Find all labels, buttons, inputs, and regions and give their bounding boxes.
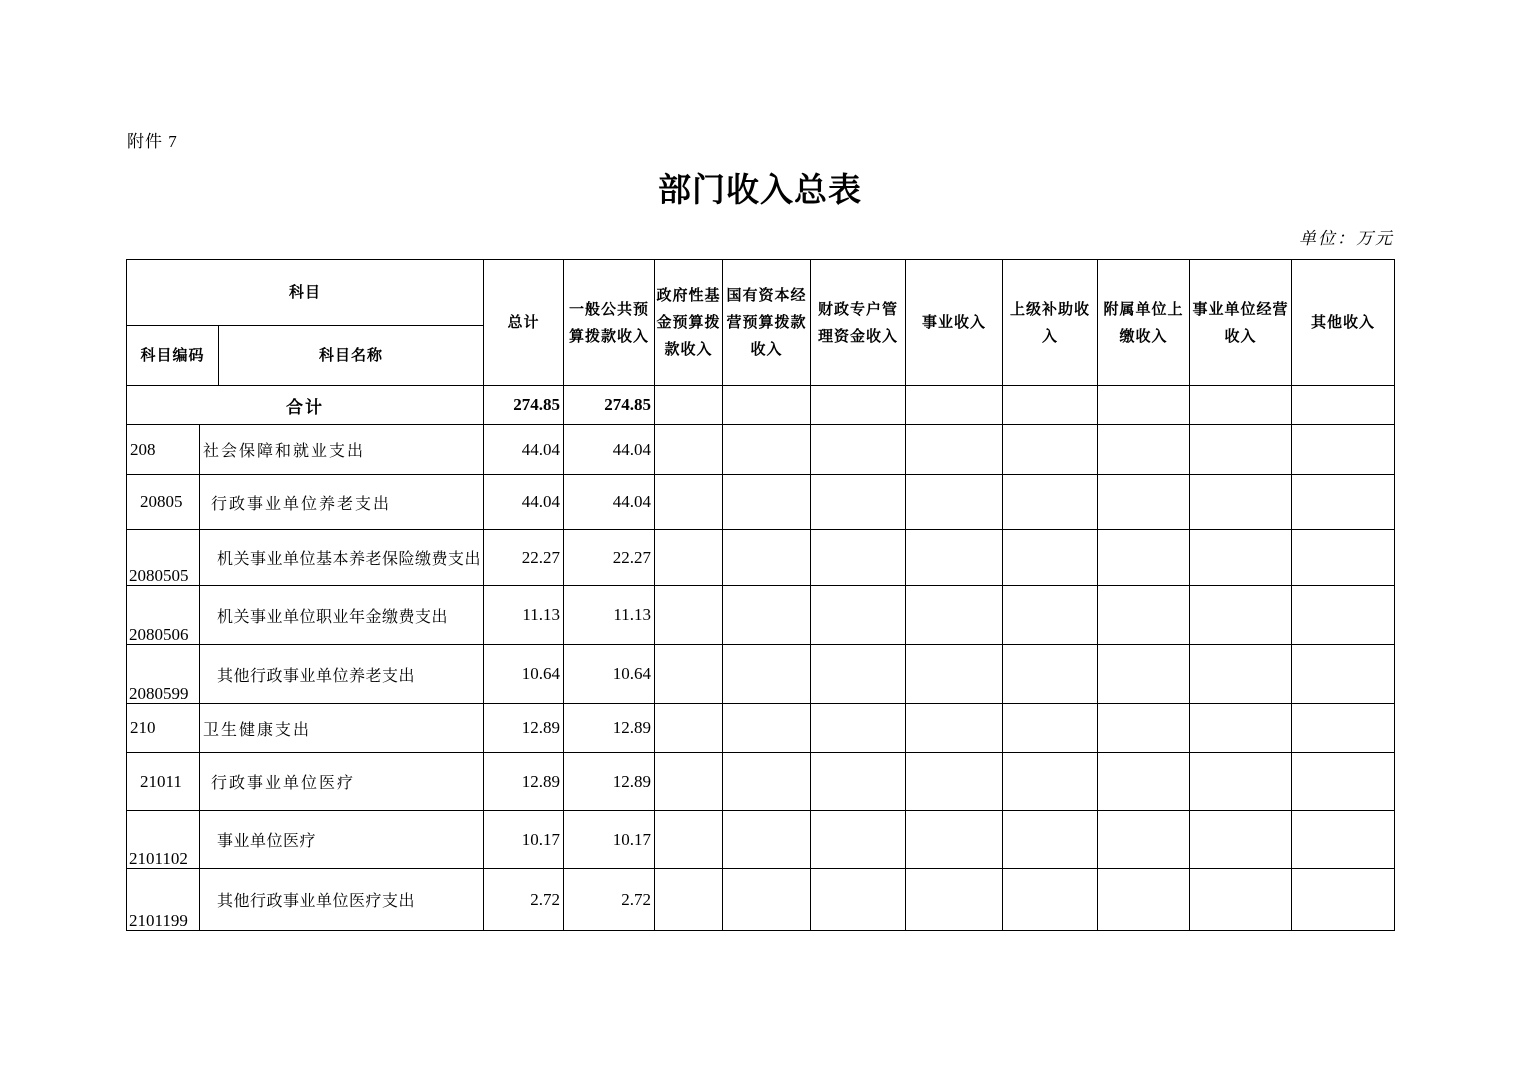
value-cell [1190, 475, 1292, 530]
table-row [127, 811, 1395, 869]
total-value-cell: 274.85 [484, 386, 564, 425]
value-cell [655, 811, 723, 869]
subject-code-cell: 2101199 [127, 869, 200, 931]
value-cell [1190, 869, 1292, 931]
subject-code-cell: 2080505 [127, 530, 200, 586]
value-cell: 11.13 [564, 586, 655, 645]
value-cell [906, 425, 1003, 475]
value-cell [1003, 753, 1098, 811]
value-cell [1292, 811, 1395, 869]
value-cell [1098, 704, 1190, 753]
table-row [127, 753, 1395, 811]
subject-code-cell: 208 [127, 425, 200, 475]
value-cell [906, 645, 1003, 704]
subject-name-cell: 行政事业单位医疗 [200, 753, 484, 811]
value-cell [906, 811, 1003, 869]
value-cell [811, 586, 906, 645]
total-value-cell [906, 386, 1003, 425]
value-cell [655, 586, 723, 645]
attachment-label: 附件 7 [127, 132, 178, 151]
subject-code-cell: 20805 [127, 475, 200, 530]
value-cell [1292, 425, 1395, 475]
value-cell [811, 530, 906, 586]
subject-code-cell: 2080599 [127, 645, 200, 704]
subject-code-cell: 210 [127, 704, 200, 753]
value-cell: 2.72 [484, 869, 564, 931]
table-row [127, 530, 1395, 586]
value-cell [1098, 869, 1190, 931]
header-col-fiscal-account: 财政专户管理资金收入 [811, 260, 906, 386]
value-cell [723, 425, 811, 475]
subject-name-cell: 行政事业单位养老支出 [200, 475, 484, 530]
value-cell [1292, 645, 1395, 704]
value-cell [655, 475, 723, 530]
header-col-superior-subsidy: 上级补助收入 [1003, 260, 1098, 386]
value-cell: 12.89 [564, 704, 655, 753]
value-cell [655, 645, 723, 704]
subject-name-cell: 事业单位医疗 [200, 811, 484, 869]
value-cell: 10.17 [564, 811, 655, 869]
subject-name-cell: 社会保障和就业支出 [200, 425, 484, 475]
value-cell [1098, 645, 1190, 704]
value-cell [906, 704, 1003, 753]
value-cell [811, 425, 906, 475]
value-cell [1098, 586, 1190, 645]
value-cell [723, 753, 811, 811]
value-cell: 12.89 [484, 753, 564, 811]
header-col-business-income: 事业收入 [906, 260, 1003, 386]
value-cell: 10.64 [564, 645, 655, 704]
value-cell [1292, 704, 1395, 753]
value-cell [906, 586, 1003, 645]
value-cell [1098, 753, 1190, 811]
total-value-cell [723, 386, 811, 425]
value-cell: 44.04 [564, 425, 655, 475]
table-header [127, 260, 1395, 386]
value-cell [655, 704, 723, 753]
total-row [127, 386, 1395, 425]
value-cell [1003, 869, 1098, 931]
header-col-other-income: 其他收入 [1292, 260, 1395, 386]
page-title: 部门收入总表 [658, 171, 862, 208]
value-cell [1003, 645, 1098, 704]
table-row [127, 586, 1395, 645]
value-cell [811, 475, 906, 530]
header-col-operating-income: 事业单位经营收入 [1190, 260, 1292, 386]
table-row [127, 645, 1395, 704]
subject-code-cell: 2080506 [127, 586, 200, 645]
value-cell [723, 586, 811, 645]
value-cell [1003, 704, 1098, 753]
value-cell [1190, 811, 1292, 869]
value-cell: 12.89 [564, 753, 655, 811]
value-cell [723, 475, 811, 530]
value-cell [811, 645, 906, 704]
value-cell: 44.04 [484, 475, 564, 530]
value-cell [723, 704, 811, 753]
table-row [127, 475, 1395, 530]
value-cell [1190, 425, 1292, 475]
total-value-cell [1190, 386, 1292, 425]
value-cell [1098, 425, 1190, 475]
value-cell [1292, 869, 1395, 931]
value-cell [811, 869, 906, 931]
value-cell [723, 811, 811, 869]
header-subject-name: 科目名称 [219, 326, 484, 386]
table-row [127, 704, 1395, 753]
value-cell [655, 425, 723, 475]
value-cell [1003, 586, 1098, 645]
header-col-gov-fund: 政府性基金预算拨款收入 [655, 260, 723, 386]
value-cell [1098, 811, 1190, 869]
header-col-state-capital: 国有资本经营预算拨款收入 [723, 260, 811, 386]
value-cell [723, 645, 811, 704]
value-cell [906, 869, 1003, 931]
value-cell: 10.64 [484, 645, 564, 704]
subject-code-cell: 2101102 [127, 811, 200, 869]
total-value-cell [811, 386, 906, 425]
value-cell [811, 811, 906, 869]
value-cell [1190, 530, 1292, 586]
value-cell [1098, 530, 1190, 586]
subject-name-cell: 其他行政事业单位养老支出 [200, 645, 484, 704]
subject-code-cell: 21011 [127, 753, 200, 811]
value-cell [906, 530, 1003, 586]
header-row-1 [127, 260, 1395, 326]
value-cell [723, 869, 811, 931]
value-cell: 22.27 [564, 530, 655, 586]
value-cell: 44.04 [564, 475, 655, 530]
value-cell [1003, 530, 1098, 586]
value-cell [723, 530, 811, 586]
table-row [127, 425, 1395, 475]
subject-name-cell: 卫生健康支出 [200, 704, 484, 753]
total-value-cell [1098, 386, 1190, 425]
value-cell [906, 475, 1003, 530]
total-value-cell: 274.85 [564, 386, 655, 425]
value-cell [1292, 530, 1395, 586]
value-cell: 44.04 [484, 425, 564, 475]
value-cell [1292, 475, 1395, 530]
value-cell [1003, 811, 1098, 869]
value-cell: 11.13 [484, 586, 564, 645]
value-cell: 10.17 [484, 811, 564, 869]
header-subject-group: 科目 [127, 260, 484, 326]
subject-name-cell: 机关事业单位职业年金缴费支出 [200, 586, 484, 645]
subject-name-cell: 机关事业单位基本养老保险缴费支出 [200, 530, 484, 586]
table-row [127, 869, 1395, 931]
value-cell [1292, 586, 1395, 645]
value-cell [1190, 704, 1292, 753]
value-cell [1098, 475, 1190, 530]
header-col-affiliated-unit: 附属单位上缴收入 [1098, 260, 1190, 386]
value-cell [655, 869, 723, 931]
table-body [127, 386, 1395, 931]
value-cell [811, 704, 906, 753]
header-col-general-budget: 一般公共预算拨款收入 [564, 260, 655, 386]
value-cell [811, 753, 906, 811]
value-cell [1003, 425, 1098, 475]
value-cell [1190, 645, 1292, 704]
value-cell [1190, 586, 1292, 645]
value-cell [655, 753, 723, 811]
header-subject-code: 科目编码 [127, 326, 219, 386]
unit-label: 单位：万元 [1299, 229, 1394, 248]
header-col-total: 总计 [484, 260, 564, 386]
value-cell: 12.89 [484, 704, 564, 753]
value-cell [906, 753, 1003, 811]
total-row-label: 合计 [127, 386, 484, 425]
total-value-cell [1003, 386, 1098, 425]
value-cell [1190, 753, 1292, 811]
value-cell: 22.27 [484, 530, 564, 586]
total-value-cell [655, 386, 723, 425]
value-cell [1003, 475, 1098, 530]
income-summary-table [126, 259, 1395, 931]
value-cell: 2.72 [564, 869, 655, 931]
total-value-cell [1292, 386, 1395, 425]
subject-name-cell: 其他行政事业单位医疗支出 [200, 869, 484, 931]
value-cell [655, 530, 723, 586]
value-cell [1292, 753, 1395, 811]
